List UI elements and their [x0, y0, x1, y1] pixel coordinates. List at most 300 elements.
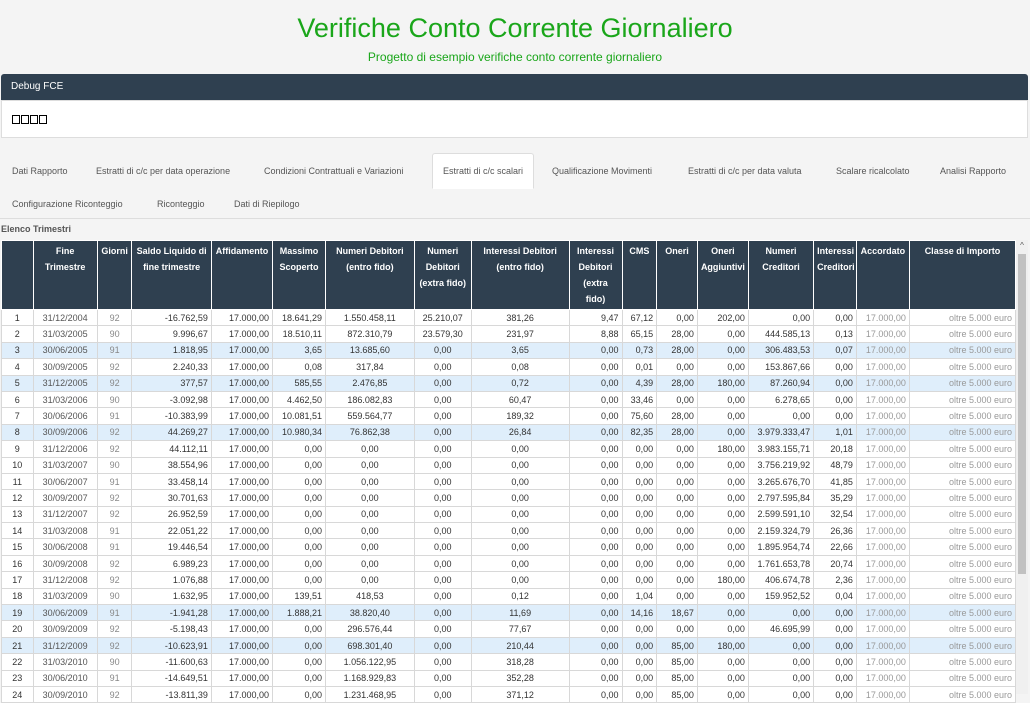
table-cell: 26,84: [471, 424, 569, 440]
table-cell: 22.051,22: [132, 523, 211, 539]
table-cell: 11: [2, 473, 34, 489]
table-cell: 17.000,00: [856, 490, 909, 506]
table-cell: 0,00: [569, 686, 622, 702]
table-cell: 23.579,30: [414, 326, 471, 342]
table-cell: 0,00: [414, 342, 471, 358]
table-cell: 38.820,40: [326, 605, 415, 621]
table-cell: 35,29: [814, 490, 857, 506]
table-cell: 30/09/2010: [33, 686, 97, 702]
table-cell: oltre 5.000 euro: [909, 686, 1015, 702]
table-cell: 0,00: [471, 539, 569, 555]
table-cell: 180,00: [697, 637, 748, 653]
table-cell: 17.000,00: [211, 359, 272, 375]
table-cell: 0,04: [814, 588, 857, 604]
table-cell: 91: [97, 670, 132, 686]
table-cell: 0,00: [326, 555, 415, 571]
table-cell: 92: [97, 506, 132, 522]
table-cell: 0,00: [697, 506, 748, 522]
table-cell: 92: [97, 441, 132, 457]
table-cell: 31/03/2008: [33, 523, 97, 539]
table-cell: 0,00: [569, 523, 622, 539]
table-cell: 17.000,00: [856, 473, 909, 489]
tab-estratti-di-c-c-per-data-valuta[interactable]: Estratti di c/c per data valuta: [688, 166, 802, 176]
table-cell: 0,00: [414, 441, 471, 457]
table-cell: 30/06/2007: [33, 473, 97, 489]
column-header[interactable]: Massimo Scoperto: [273, 241, 326, 310]
table-cell: 0,00: [622, 457, 657, 473]
table-cell: 0,00: [657, 391, 698, 407]
table-cell: 0,00: [622, 654, 657, 670]
table-cell: 0,00: [697, 539, 748, 555]
table-cell: 0,00: [622, 539, 657, 555]
table-cell: 0,00: [414, 473, 471, 489]
table-cell: 17.000,00: [211, 523, 272, 539]
table-cell: 0,00: [697, 359, 748, 375]
table-cell: 30/06/2005: [33, 342, 97, 358]
table-cell: 30/06/2010: [33, 670, 97, 686]
table-cell: oltre 5.000 euro: [909, 490, 1015, 506]
table-cell: 12: [2, 490, 34, 506]
table-cell: oltre 5.000 euro: [909, 670, 1015, 686]
table-cell: 20,74: [814, 555, 857, 571]
table-cell: 0,00: [657, 555, 698, 571]
table-cell: 0,00: [273, 555, 326, 571]
table-cell: 0,00: [814, 654, 857, 670]
table-cell: 17.000,00: [211, 408, 272, 424]
table-cell: 0,00: [326, 490, 415, 506]
table-cell: oltre 5.000 euro: [909, 605, 1015, 621]
table-cell: 153.867,66: [748, 359, 813, 375]
table-cell: oltre 5.000 euro: [909, 555, 1015, 571]
table-cell: 17.000,00: [856, 310, 909, 326]
table-cell: 28,00: [657, 375, 698, 391]
table-cell: 17: [2, 572, 34, 588]
table-cell: 10.081,51: [273, 408, 326, 424]
table-cell: 33.458,14: [132, 473, 211, 489]
table-cell: 90: [97, 457, 132, 473]
table-row[interactable]: [2, 637, 1016, 653]
table-cell: 1.231.468,95: [326, 686, 415, 702]
table-cell: 0,00: [569, 490, 622, 506]
table-cell: -10.383,99: [132, 408, 211, 424]
table-cell: 0,00: [326, 473, 415, 489]
table-cell: 17.000,00: [211, 457, 272, 473]
table-cell: 17.000,00: [211, 506, 272, 522]
table-row[interactable]: [2, 686, 1016, 702]
table-cell: 17.000,00: [856, 457, 909, 473]
table-cell: 0,00: [697, 686, 748, 702]
table-cell: 16: [2, 555, 34, 571]
table-cell: 44.269,27: [132, 424, 211, 440]
table-cell: 1.888,21: [273, 605, 326, 621]
table-cell: 17.000,00: [856, 326, 909, 342]
table-cell: 18,67: [657, 605, 698, 621]
table-cell: 13.685,60: [326, 342, 415, 358]
table-cell: 92: [97, 686, 132, 702]
table-cell: 0,00: [414, 490, 471, 506]
table-cell: 377,57: [132, 375, 211, 391]
table-cell: 0,00: [657, 490, 698, 506]
table-cell: 14: [2, 523, 34, 539]
table-cell: 0,00: [814, 375, 857, 391]
table-cell: 0,72: [471, 375, 569, 391]
column-header[interactable]: Saldo Liquido di fine trimestre: [132, 241, 211, 310]
table-cell: 0,00: [697, 326, 748, 342]
table-cell: 0,00: [569, 605, 622, 621]
table-cell: 0,00: [569, 408, 622, 424]
table-cell: 0,00: [569, 506, 622, 522]
table-row[interactable]: [2, 539, 1016, 555]
table-cell: 17.000,00: [211, 391, 272, 407]
table-cell: 30/06/2008: [33, 539, 97, 555]
tab-riconteggio[interactable]: Riconteggio: [157, 199, 205, 209]
table-cell: 0,00: [273, 654, 326, 670]
table-cell: 0,00: [569, 588, 622, 604]
table-cell: 1.632,95: [132, 588, 211, 604]
table-cell: 92: [97, 572, 132, 588]
table-cell: 17.000,00: [856, 654, 909, 670]
column-header[interactable]: Numeri Debitori (entro fido): [326, 241, 415, 310]
table-cell: 0,00: [697, 621, 748, 637]
column-header[interactable]: Affidamento: [211, 241, 272, 310]
table-cell: 0,00: [414, 686, 471, 702]
table-row[interactable]: [2, 424, 1016, 440]
table-cell: 31/03/2010: [33, 654, 97, 670]
column-header[interactable]: Fine Trimestre: [33, 241, 97, 310]
table-cell: 9: [2, 441, 34, 457]
table-cell: 25.210,07: [414, 310, 471, 326]
table-cell: 0,00: [569, 637, 622, 653]
table-row[interactable]: [2, 654, 1016, 670]
table-cell: 17.000,00: [211, 539, 272, 555]
table-cell: 0,00: [569, 473, 622, 489]
table-cell: 0,00: [471, 457, 569, 473]
column-header[interactable]: Accordato: [856, 241, 909, 310]
table-cell: 92: [97, 310, 132, 326]
table-cell: oltre 5.000 euro: [909, 310, 1015, 326]
column-header[interactable]: Interessi Debitori (extra fido): [569, 241, 622, 310]
tab-scalare-ricalcolato[interactable]: Scalare ricalcolato: [836, 166, 910, 176]
table-cell: 180,00: [697, 441, 748, 457]
column-header[interactable]: [2, 241, 34, 310]
table-cell: 30/09/2007: [33, 490, 97, 506]
table-cell: 30/09/2006: [33, 424, 97, 440]
table-cell: 8,88: [569, 326, 622, 342]
table-cell: 17.000,00: [856, 588, 909, 604]
tab-bar-primary: [0, 154, 1030, 188]
table-row[interactable]: [2, 310, 1016, 326]
table-cell: 0,00: [414, 621, 471, 637]
table-cell: 4: [2, 359, 34, 375]
table-cell: 0,00: [748, 605, 813, 621]
table-row[interactable]: [2, 375, 1016, 391]
table-cell: 31/03/2006: [33, 391, 97, 407]
table-cell: 0,00: [697, 555, 748, 571]
table-scrollbar[interactable]: [1016, 240, 1028, 694]
table-cell: 0,00: [622, 523, 657, 539]
table-cell: 0,08: [471, 359, 569, 375]
table-cell: 30/09/2005: [33, 359, 97, 375]
table-cell: 0,00: [748, 637, 813, 653]
table-cell: 31/12/2009: [33, 637, 97, 653]
table-cell: oltre 5.000 euro: [909, 391, 1015, 407]
table-cell: 0,00: [657, 523, 698, 539]
table-cell: 0,00: [622, 555, 657, 571]
table-cell: 17.000,00: [856, 424, 909, 440]
table-cell: 30/06/2009: [33, 605, 97, 621]
table-cell: 24: [2, 686, 34, 702]
table-row[interactable]: [2, 326, 1016, 342]
column-header[interactable]: Interessi Debitori (entro fido): [471, 241, 569, 310]
table-cell: 23: [2, 670, 34, 686]
table-cell: 0,00: [657, 621, 698, 637]
table-row[interactable]: [2, 572, 1016, 588]
table-row[interactable]: [2, 621, 1016, 637]
table-cell: oltre 5.000 euro: [909, 441, 1015, 457]
table-row[interactable]: [2, 359, 1016, 375]
table-cell: 0,00: [471, 506, 569, 522]
table-cell: 31/03/2005: [33, 326, 97, 342]
table-cell: oltre 5.000 euro: [909, 408, 1015, 424]
table-cell: 0,00: [697, 523, 748, 539]
table-cell: -13.811,39: [132, 686, 211, 702]
table-cell: 17.000,00: [856, 637, 909, 653]
table-cell: 3.979.333,47: [748, 424, 813, 440]
table-cell: oltre 5.000 euro: [909, 506, 1015, 522]
table-cell: 3.983.155,71: [748, 441, 813, 457]
table-cell: 17.000,00: [856, 605, 909, 621]
table-cell: 1.895.954,74: [748, 539, 813, 555]
table-cell: 180,00: [697, 375, 748, 391]
table-cell: -11.600,63: [132, 654, 211, 670]
table-cell: 0,00: [697, 342, 748, 358]
table-cell: 0,00: [273, 490, 326, 506]
table-cell: 0,00: [326, 572, 415, 588]
column-header[interactable]: Giorni: [97, 241, 132, 310]
table-cell: 17.000,00: [856, 686, 909, 702]
table-cell: 17.000,00: [856, 441, 909, 457]
column-header[interactable]: Numeri Debitori (extra fido): [414, 241, 471, 310]
table-cell: 17.000,00: [211, 605, 272, 621]
table-row[interactable]: [2, 408, 1016, 424]
tab-estratti-di-c-c-scalari[interactable]: Estratti di c/c scalari: [432, 153, 534, 189]
table-cell: 0,00: [569, 670, 622, 686]
table-cell: 0,00: [697, 408, 748, 424]
table-cell: 0,00: [748, 408, 813, 424]
table-row[interactable]: [2, 441, 1016, 457]
table-cell: 0,00: [414, 391, 471, 407]
table-cell: 41,85: [814, 473, 857, 489]
table-cell: 186.082,83: [326, 391, 415, 407]
table-cell: 91: [97, 342, 132, 358]
table-cell: 0,00: [471, 441, 569, 457]
table-cell: 1.168.929,83: [326, 670, 415, 686]
table-cell: 585,55: [273, 375, 326, 391]
page-title: Verifiche Conto Corrente Giornaliero: [297, 13, 733, 43]
table-cell: oltre 5.000 euro: [909, 621, 1015, 637]
table-cell: 31/12/2005: [33, 375, 97, 391]
table-cell: 0,00: [471, 555, 569, 571]
table-cell: 4.462,50: [273, 391, 326, 407]
table-cell: 210,44: [471, 637, 569, 653]
table-cell: 0,00: [569, 572, 622, 588]
page-subtitle: Progetto di esempio verifiche conto corrente giornaliero: [367, 50, 663, 64]
table-cell: 91: [97, 523, 132, 539]
quarters-table: [1, 240, 1016, 703]
table-cell: 87.260,94: [748, 375, 813, 391]
table-cell: 90: [97, 391, 132, 407]
table-cell: 0,00: [414, 539, 471, 555]
table-cell: 559.564,77: [326, 408, 415, 424]
table-cell: 91: [97, 408, 132, 424]
column-header[interactable]: Oneri Aggiuntivi: [697, 241, 748, 310]
table-cell: 0,00: [748, 310, 813, 326]
table-cell: 14,16: [622, 605, 657, 621]
tab-dati-di-riepilogo[interactable]: Dati di Riepilogo: [234, 199, 300, 209]
table-cell: 82,35: [622, 424, 657, 440]
table-cell: 30/09/2008: [33, 555, 97, 571]
table-cell: 0,73: [622, 342, 657, 358]
table-row[interactable]: [2, 473, 1016, 489]
table-cell: 0,00: [697, 670, 748, 686]
table-cell: oltre 5.000 euro: [909, 523, 1015, 539]
table-cell: 180,00: [697, 572, 748, 588]
table-row[interactable]: [2, 605, 1016, 621]
table-row[interactable]: [2, 523, 1016, 539]
table-cell: 0,00: [697, 391, 748, 407]
table-cell: 85,00: [657, 686, 698, 702]
scroll-up-icon[interactable]: ^: [1020, 241, 1024, 250]
tab-analisi-rapporto[interactable]: Analisi Rapporto: [940, 166, 1007, 176]
table-cell: 0,00: [569, 621, 622, 637]
table-cell: 317,84: [326, 359, 415, 375]
column-header[interactable]: Interessi Creditori: [814, 241, 857, 310]
table-cell: 77,67: [471, 621, 569, 637]
table-cell: 0,00: [697, 654, 748, 670]
table-cell: 306.483,53: [748, 342, 813, 358]
table-cell: 0,00: [273, 441, 326, 457]
table-cell: 17.000,00: [856, 342, 909, 358]
table-cell: 0,00: [471, 473, 569, 489]
table-cell: 17.000,00: [211, 326, 272, 342]
section-label: Elenco Trimestri: [1, 224, 72, 234]
table-cell: 30/06/2006: [33, 408, 97, 424]
table-cell: 0,00: [414, 408, 471, 424]
table-cell: 0,00: [748, 654, 813, 670]
table-cell: 44.112,11: [132, 441, 211, 457]
column-header[interactable]: Numeri Creditori: [748, 241, 813, 310]
table-cell: 17.000,00: [856, 408, 909, 424]
table-cell: 418,53: [326, 588, 415, 604]
table-row[interactable]: [2, 342, 1016, 358]
table-row[interactable]: [2, 670, 1016, 686]
tab-estratti-di-c-c-per-data-operazione[interactable]: Estratti di c/c per data operazione: [96, 166, 231, 176]
table-cell: 17.000,00: [856, 539, 909, 555]
table-cell: 0,00: [814, 637, 857, 653]
table-cell: 0,00: [814, 359, 857, 375]
table-cell: 92: [97, 359, 132, 375]
table-cell: 17.000,00: [856, 572, 909, 588]
table-cell: 0,00: [273, 539, 326, 555]
table-cell: 0,00: [326, 506, 415, 522]
table-cell: 0,00: [748, 686, 813, 702]
table-row[interactable]: [2, 490, 1016, 506]
table-cell: 0,00: [471, 490, 569, 506]
table-cell: 85,00: [657, 670, 698, 686]
table-cell: 26,36: [814, 523, 857, 539]
table-row[interactable]: [2, 506, 1016, 522]
table-cell: 18: [2, 588, 34, 604]
table-row[interactable]: [2, 588, 1016, 604]
table-cell: 4,39: [622, 375, 657, 391]
table-cell: 31/03/2007: [33, 457, 97, 473]
table-cell: 0,00: [326, 457, 415, 473]
table-cell: 0,00: [657, 473, 698, 489]
column-header[interactable]: Classe di Importo: [909, 241, 1015, 310]
table-cell: 0,00: [622, 637, 657, 653]
table-cell: oltre 5.000 euro: [909, 342, 1015, 358]
table-cell: oltre 5.000 euro: [909, 473, 1015, 489]
column-header[interactable]: Oneri: [657, 241, 698, 310]
table-cell: 91: [97, 605, 132, 621]
table-cell: 0,08: [273, 359, 326, 375]
table-cell: oltre 5.000 euro: [909, 359, 1015, 375]
tab-condizioni-contrattuali-e-variazioni[interactable]: Condizioni Contrattuali e Variazioni: [264, 166, 404, 176]
table-cell: 17.000,00: [856, 555, 909, 571]
table-cell: 0,00: [748, 670, 813, 686]
table-cell: 0,00: [569, 359, 622, 375]
table-cell: 91: [97, 539, 132, 555]
table-cell: 0,00: [622, 686, 657, 702]
table-cell: 1.076,88: [132, 572, 211, 588]
table-cell: 0,00: [622, 621, 657, 637]
table-row[interactable]: [2, 457, 1016, 473]
table-cell: 21: [2, 637, 34, 653]
debug-panel-header[interactable]: [1, 74, 1028, 100]
table-cell: 85,00: [657, 637, 698, 653]
tab-dati-rapporto[interactable]: Dati Rapporto: [12, 166, 68, 176]
tab-configurazione-riconteggio[interactable]: Configurazione Riconteggio: [12, 199, 123, 209]
table-cell: 189,32: [471, 408, 569, 424]
table-cell: 31/12/2007: [33, 506, 97, 522]
table-row[interactable]: [2, 391, 1016, 407]
table-cell: 18.510,11: [273, 326, 326, 342]
table-cell: -10.623,91: [132, 637, 211, 653]
table-cell: 0,00: [273, 523, 326, 539]
table-cell: 0,00: [273, 473, 326, 489]
table-cell: 17.000,00: [856, 391, 909, 407]
table-cell: 0,00: [622, 670, 657, 686]
table-cell: 0,00: [273, 686, 326, 702]
table-cell: 28,00: [657, 424, 698, 440]
table-cell: 19: [2, 605, 34, 621]
column-header[interactable]: CMS: [622, 241, 657, 310]
table-cell: 7: [2, 408, 34, 424]
table-row[interactable]: [2, 555, 1016, 571]
table-cell: 3: [2, 342, 34, 358]
table-cell: 0,00: [326, 523, 415, 539]
table-cell: 17.000,00: [211, 310, 272, 326]
table-cell: 0,00: [414, 359, 471, 375]
table-cell: 17.000,00: [856, 375, 909, 391]
table-cell: 0,00: [471, 523, 569, 539]
table-cell: 2.797.595,84: [748, 490, 813, 506]
table-cell: 1.818,95: [132, 342, 211, 358]
table-cell: 17.000,00: [211, 686, 272, 702]
table-cell: 0,00: [814, 686, 857, 702]
scroll-thumb[interactable]: [1018, 254, 1026, 574]
tab-qualificazione-movimenti[interactable]: Qualificazione Movimenti: [552, 166, 653, 176]
